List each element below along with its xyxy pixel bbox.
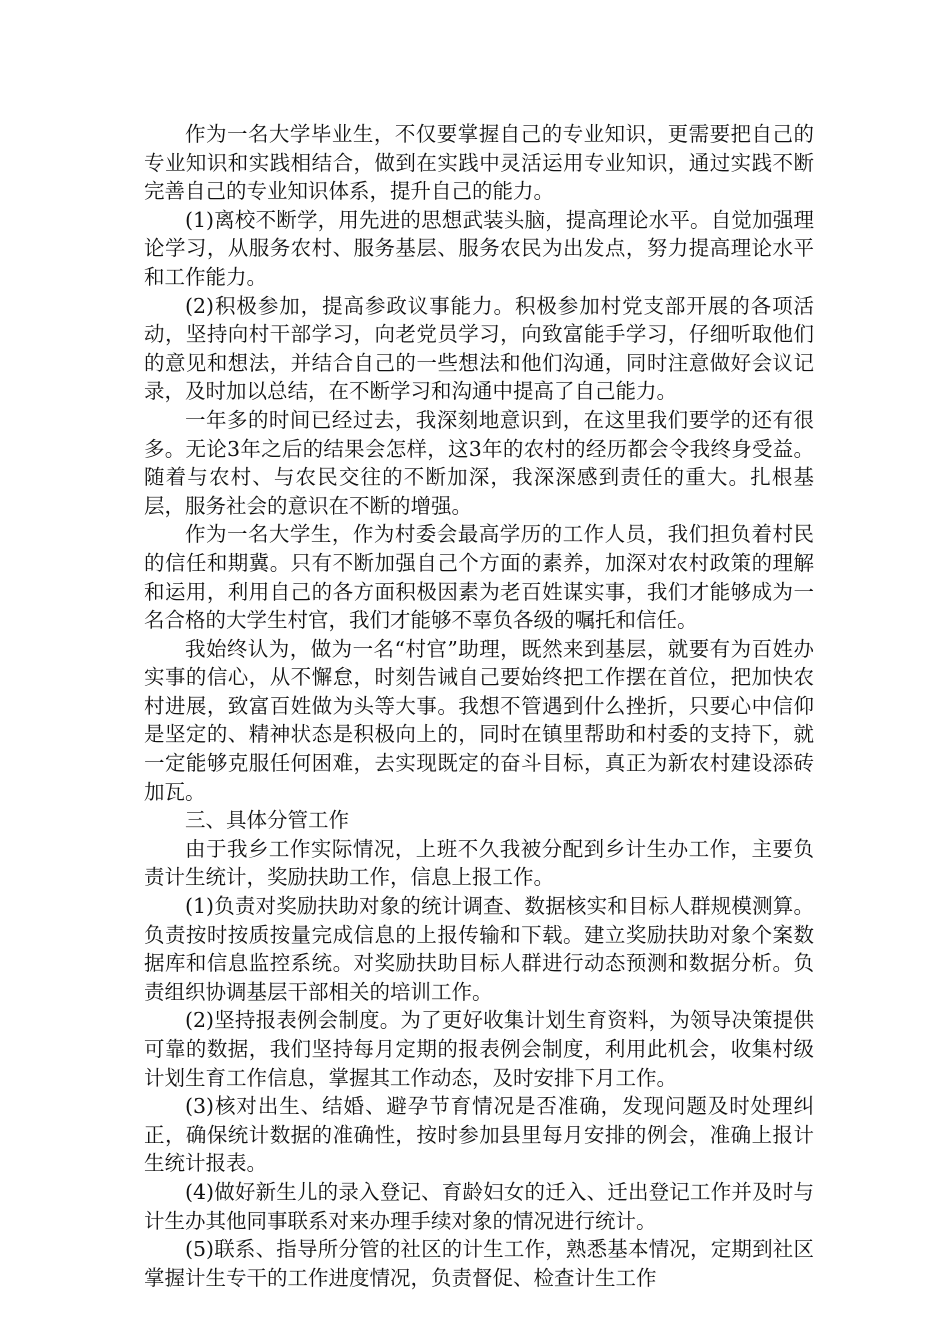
document-body — [144, 120, 814, 1292]
paragraph-duty-2: (2)坚持报表例会制度。为了更好收集计划生育资料，为领导决策提供可靠的数据，我们坚持每月定期的报表例会制度，利用此机会，收集村级计划生育工作信息，掌握其工作动态，及时安排下月工作。 — [144, 1008, 814, 1090]
paragraph-intro: 作为一名大学毕业生，不仅要掌握自己的专业知识，更需要把自己的专业知识和实践相结合，做到在实践中灵活运用专业知识，通过实践不断完善自己的专业知识体系，提升自己的能力。 — [144, 122, 814, 204]
section-heading-duties: 三、具体分管工作 — [185, 808, 349, 833]
paragraph-duty-1: (1)负责对奖励扶助对象的统计调查、数据核实和目标人群规模测算。负责按时按质按量完成信息的上报传输和下载。建立奖励扶助对象个案数据库和信息监控系统。对奖励扶助目标人群进行动态预测和数据分析。负责组织协调基层干部相关的培训工作。 — [144, 894, 814, 1004]
paragraph-assignment: 由于我乡工作实际情况，上班不久我被分配到乡计生办工作，主要负责计生统计，奖励扶助工作，信息上报工作。 — [144, 836, 814, 890]
paragraph-responsibility: 作为一名大学生，作为村委会最高学历的工作人员，我们担负着村民的信任和期冀。只有不断加强自己个方面的素养，加深对农村政策的理解和运用，利用自己的各方面积极因素为老百姓谋实事，我们才能够成为一名合格的大学生村官，我们才能够不辜负各级的嘱托和信任。 — [144, 522, 814, 633]
paragraph-belief: 我始终认为，做为一名“村官”助理，既然来到基层，就要有为百姓办实事的信心，从不懈怠，时刻告诫自己要始终把工作摆在首位，把加快农村进展，致富百姓做为头等大事。我想不管遇到什么挫折，只要心中信仰是坚定的、精神状态是积极向上的，同时在镇里帮助和村委的支持下，就一定能够克服任何困难，去实现既定的奋斗目标，真正为新农村建设添砖加瓦。 — [144, 636, 814, 804]
paragraph-duty-4: (4)做好新生儿的录入登记、育龄妇女的迁入、迁出登记工作并及时与计生办其他同事联系对来办理手续对象的情况进行统计。 — [144, 1179, 814, 1233]
paragraph-item-2: (2)积极参加，提高参政议事能力。积极参加村党支部开展的各项活动，坚持向村干部学习，向老党员学习，向致富能手学习，仔细听取他们的意见和想法，并结合自己的一些想法和他们沟通，同时注意做好会议记录，及时加以总结，在不断学习和沟通中提高了自己能力。 — [144, 293, 814, 404]
paragraph-duty-5: (5)联系、指导所分管的社区的计生工作，熟悉基本情况，定期到社区掌握计生专干的工作进度情况，负责督促、检查计生工作 — [144, 1237, 814, 1290]
paragraph-reflection: 一年多的时间已经过去，我深刻地意识到，在这里我们要学的还有很多。无论3年之后的结果会怎样，这3年的农村的经历都会令我终身受益。随着与农村、与农民交往的不断加深，我深深感到责任的重大。扎根基层，服务社会的意识在不断的增强。 — [144, 407, 814, 518]
paragraph-item-1: (1)离校不断学，用先进的思想武装头脑，提高理论水平。自觉加强理论学习，从服务农村、服务基层、服务农民为出发点，努力提高理论水平和工作能力。 — [144, 207, 814, 289]
paragraph-duty-3: (3)核对出生、结婚、避孕节育情况是否准确，发现问题及时处理纠正，确保统计数据的准确性，按时参加县里每月安排的例会，准确上报计生统计报表。 — [144, 1094, 814, 1176]
